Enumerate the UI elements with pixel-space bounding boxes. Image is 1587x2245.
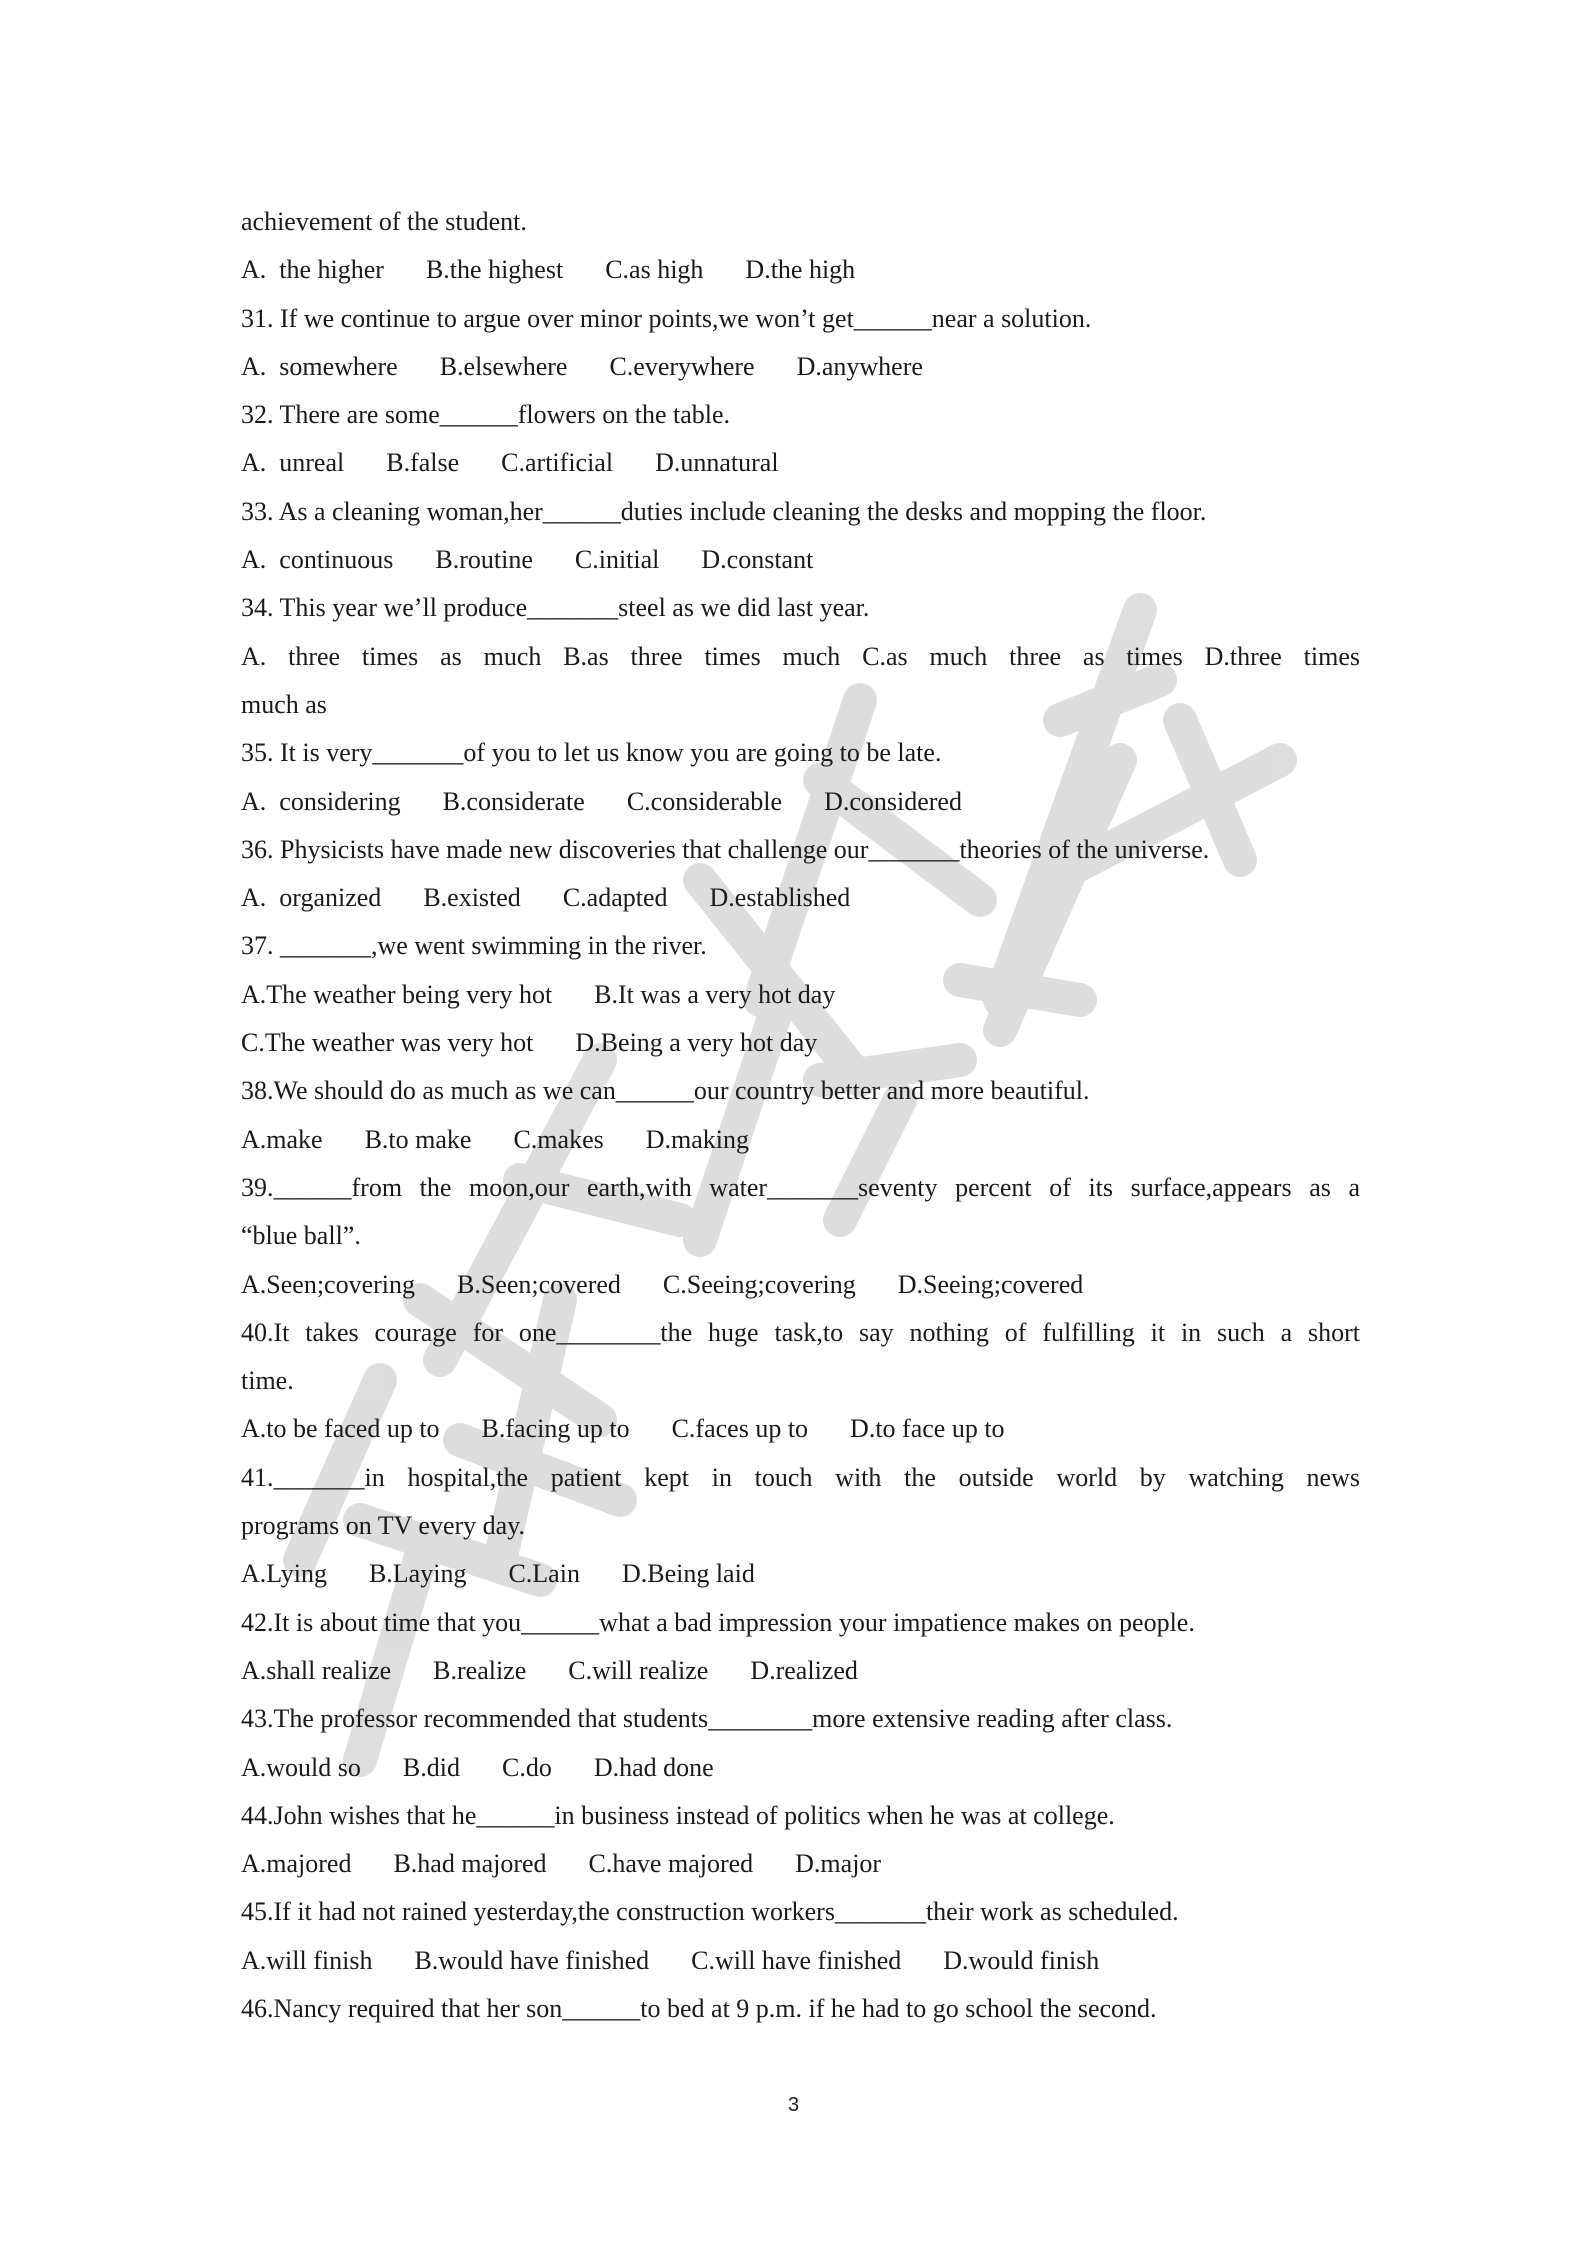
justified-text-line: 39.______from the moon,our earth,with water_______seventy percent of its surface,appears as a	[241, 1172, 1360, 1202]
answer-option: B.elsewhere	[439, 351, 568, 381]
answer-options-line	[241, 1405, 1360, 1453]
text-line: 44.John wishes that he______in business instead of politics when he was at college.	[241, 1800, 1115, 1830]
answer-option: D.constant	[701, 545, 814, 575]
answer-options-line	[241, 439, 1360, 487]
answer-option: C.The weather was very hot	[241, 1028, 534, 1058]
text-line: programs on TV every day.	[241, 1511, 526, 1541]
answer-option: B.would have finished	[414, 1945, 650, 1975]
text-line: 38.We should do as much as we can______our country better and more beautiful.	[241, 1076, 1090, 1106]
justified-text-line: 40.It takes courage for one________the huge task,to say nothing of fulfilling it in such a short	[241, 1317, 1360, 1347]
answer-option: D.realized	[750, 1655, 858, 1685]
answer-option: D.anywhere	[796, 351, 923, 381]
answer-options-line	[241, 1937, 1360, 1985]
answer-option: D.major	[795, 1849, 882, 1879]
answer-option: B.considerate	[442, 786, 585, 816]
answer-option: D.the high	[745, 255, 856, 285]
answer-options-line	[241, 1840, 1360, 1888]
answer-option: D.Being laid	[621, 1559, 755, 1589]
answer-options-line	[241, 1744, 1360, 1792]
justified-text-line: 41._______in hospital,the patient kept in touch with the outside world by watching news	[241, 1462, 1360, 1492]
justified-text-line: A. three times as much B.as three times much C.as much three as times D.three times	[241, 641, 1360, 671]
text-line: 37. _______,we went swimming in the river.	[241, 931, 707, 961]
answer-option: B.existed	[423, 883, 521, 913]
text-line: much as	[241, 689, 327, 719]
text-line: 33. As a cleaning woman,her______duties include cleaning the desks and mopping the floor.	[241, 496, 1207, 526]
answer-option: D.Seeing;covered	[897, 1269, 1084, 1299]
answer-option: B.realize	[433, 1655, 527, 1685]
answer-option: C.as high	[605, 255, 704, 285]
answer-option: A. the higher	[241, 255, 384, 285]
answer-option: C.will realize	[568, 1655, 709, 1685]
text-line: 35. It is very_______of you to let us know you are going to be late.	[241, 738, 942, 768]
answer-option: B.the highest	[425, 255, 564, 285]
answer-option: D.would finish	[943, 1945, 1100, 1975]
text-line: 46.Nancy required that her son______to bed at 9 p.m. if he had to go school the second.	[241, 1993, 1157, 2023]
answer-options-line	[241, 1261, 1360, 1309]
answer-option: B.to make	[364, 1124, 472, 1154]
answer-option: C.faces up to	[671, 1414, 809, 1444]
answer-option: C.do	[501, 1752, 552, 1782]
answer-option: B.routine	[435, 545, 533, 575]
answer-option: C.will have finished	[691, 1945, 902, 1975]
answer-option: C.initial	[574, 545, 660, 575]
answer-option: B.Seen;covered	[457, 1269, 621, 1299]
answer-option: A.shall realize	[241, 1655, 392, 1685]
answer-option: D.established	[709, 883, 851, 913]
answer-option: A.Lying	[241, 1559, 327, 1589]
answer-options-line	[241, 778, 1360, 826]
text-line: “blue ball”.	[241, 1221, 361, 1251]
answer-option: D.Being a very hot day	[575, 1028, 818, 1058]
answer-option: A.make	[241, 1124, 323, 1154]
text-line: 45.If it had not rained yesterday,the construction workers_______their work as scheduled.	[241, 1897, 1179, 1927]
answer-option: A.to be faced up to	[241, 1414, 440, 1444]
answer-option: C.Lain	[508, 1559, 580, 1589]
answer-option: A. organized	[241, 883, 382, 913]
answer-option: C.have majored	[588, 1849, 754, 1879]
answer-option: D.making	[645, 1124, 749, 1154]
answer-option: A.Seen;covering	[241, 1269, 416, 1299]
answer-option: D.had done	[593, 1752, 714, 1782]
answer-option: C.considerable	[626, 786, 783, 816]
answer-options-line	[241, 1550, 1360, 1598]
answer-options-line	[241, 971, 1360, 1019]
answer-option: A. continuous	[241, 545, 394, 575]
answer-option: B.facing up to	[481, 1414, 630, 1444]
answer-options-line	[241, 246, 1360, 294]
page-number: 3	[787, 2094, 800, 2116]
answer-option: B.It was a very hot day	[594, 979, 836, 1009]
text-line: 42.It is about time that you______what a bad impression your impatience makes on people.	[241, 1607, 1195, 1637]
answer-option: A.would so	[241, 1752, 361, 1782]
answer-option: B.did	[402, 1752, 460, 1782]
answer-option: B.false	[386, 448, 460, 478]
answer-option: A.The weather being very hot	[241, 979, 553, 1009]
answer-option: A.majored	[241, 1849, 352, 1879]
text-line: achievement of the student.	[241, 207, 527, 236]
answer-option: D.considered	[824, 786, 962, 816]
answer-options-line	[241, 343, 1360, 391]
answer-option: A. unreal	[241, 448, 345, 478]
answer-option: C.makes	[513, 1124, 604, 1154]
answer-option: C.adapted	[562, 883, 668, 913]
question-text-body	[241, 198, 1360, 2033]
answer-options-line	[241, 536, 1360, 584]
text-line: 31. If we continue to argue over minor points,we won’t get______near a solution.	[241, 303, 1092, 333]
text-line: 34. This year we’ll produce_______steel as we did last year.	[241, 593, 870, 623]
answer-options-line	[241, 1116, 1360, 1164]
answer-option: B.had majored	[393, 1849, 547, 1879]
text-line: 32. There are some______flowers on the table.	[241, 400, 731, 430]
text-line: 36. Physicists have made new discoveries that challenge our_______theories of the universe.	[241, 834, 1210, 864]
answer-option: B.Laying	[368, 1559, 467, 1589]
answer-options-line	[241, 1019, 1360, 1067]
answer-option: C.Seeing;covering	[662, 1269, 856, 1299]
text-line: time.	[241, 1366, 294, 1396]
answer-options-line	[241, 1647, 1360, 1695]
answer-option: A. considering	[241, 786, 401, 816]
answer-option: A. somewhere	[241, 351, 398, 381]
answer-option: A.will finish	[241, 1945, 373, 1975]
answer-option: D.to face up to	[850, 1414, 1005, 1444]
answer-options-line	[241, 874, 1360, 922]
answer-option: D.unnatural	[655, 448, 779, 478]
text-line: 43.The professor recommended that students________more extensive reading after class.	[241, 1704, 1173, 1734]
answer-option: C.everywhere	[609, 351, 755, 381]
answer-option: C.artificial	[501, 448, 614, 478]
